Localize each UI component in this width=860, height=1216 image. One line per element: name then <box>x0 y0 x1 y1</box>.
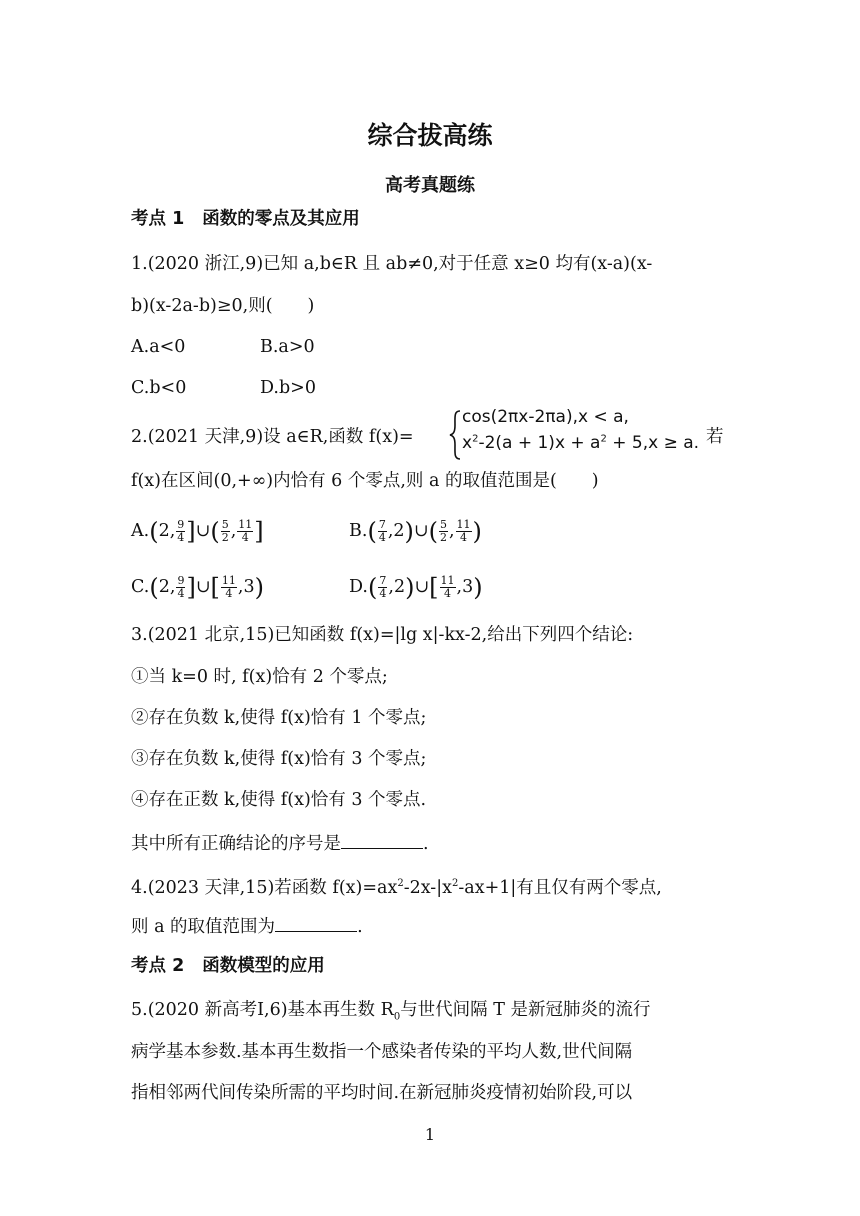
section-2-heading <box>131 955 751 977</box>
q2-option-d: D.( $\frac{7}{4}$ ,2)∪[ $\frac{11}{4}$ ,3) <box>349 573 483 602</box>
q1-line-1: 1.(2020 浙江,9)已知 a,b∈R 且 ab≠0,对于任意 x≥0 均有(x-a)(x- <box>131 254 653 274</box>
q5-line-2: 病学基本参数.基本再生数指一个感染者传染的平均人数,世代间隔 <box>131 1042 633 1062</box>
section-2-name: 函数模型的应用 <box>202 956 325 976</box>
q2-option-c: C.(2, $\frac{9}{4}$ ]∪[ $\frac{11}{4}$ ,3) <box>131 573 264 602</box>
section-2-number: 考点 2 <box>131 956 185 976</box>
section-1-number: 考点 1 <box>131 209 185 229</box>
q3-conclusion-3: ③存在负数 k,使得 f(x)恰有 3 个零点; <box>131 749 427 769</box>
q1-option-b: B.a>0 <box>260 337 315 357</box>
page-subtitle: 高考真题练 <box>385 175 475 196</box>
piecewise-brace <box>448 409 462 461</box>
answer-blank <box>341 831 423 849</box>
q2-option-a: A.(2, $\frac{9}{4}$ ]∪( $\frac{5}{2}$ , $\frac{11}{4}$ ] <box>131 517 264 546</box>
q4-line-1: 4.(2023 天津,15)若函数 $f(x)=ax^2-2x-|x^2-ax+1|$有且仅有两个零点, <box>131 877 662 898</box>
q3-line-1: 3.(2021 北京,15)已知函数 f(x)=|lg x|-kx-2,给出下列四个结论: <box>131 625 634 645</box>
q1-option-c: C.b<0 <box>131 378 187 398</box>
section-1-name: 函数的零点及其应用 <box>202 209 360 229</box>
q2-suffix: 若 <box>706 427 724 447</box>
q3-conclusion-2: ②存在负数 k,使得 f(x)恰有 1 个零点; <box>131 708 427 728</box>
q1-option-a: A.a<0 <box>131 337 186 357</box>
q4-line-2: 则 a 的取值范围为 . <box>131 914 751 938</box>
q5-line-1: 5.(2020 新高考Ⅰ,6)基本再生数 $R_0$与世代间隔 T 是新冠肺炎的流行 <box>131 1000 651 1023</box>
q2-line-2: f(x)在区间(0,+∞)内恰有 6 个零点,则 a 的取值范围是( ) <box>131 471 599 491</box>
q3-conclusion-4: ④存在正数 k,使得 f(x)恰有 3 个零点. <box>131 790 427 810</box>
section-1-heading <box>131 208 751 230</box>
q1-line-2: b)(x-2a-b)≥0,则( ) <box>131 296 315 316</box>
q1-option-d: D.b>0 <box>260 378 316 398</box>
q5-line-3: 指相邻两代间传染所需的平均时间.在新冠肺炎疫情初始阶段,可以 <box>131 1083 633 1103</box>
page-title: 综合拔高练 <box>367 121 493 150</box>
piece-2: $x^2-2(a + 1)x + a^2 + 5,x \ge a$. <box>462 433 700 453</box>
q3-question: 其中所有正确结论的序号是 . <box>131 831 751 855</box>
q3-conclusion-1: ①当 k=0 时, f(x)恰有 2 个零点; <box>131 667 388 687</box>
answer-blank <box>275 914 357 932</box>
q2-option-b: B.( $\frac{7}{4}$ ,2)∪( $\frac{5}{2}$ , $\frac{11}{4}$ ) <box>349 517 482 546</box>
page-number: 1 <box>424 1125 436 1144</box>
q2-prefix: 2.(2021 天津,9)设 a∈R,函数 f(x)= <box>131 427 414 447</box>
piece-1: cos(2πx-2πa),x < a, <box>462 407 629 427</box>
